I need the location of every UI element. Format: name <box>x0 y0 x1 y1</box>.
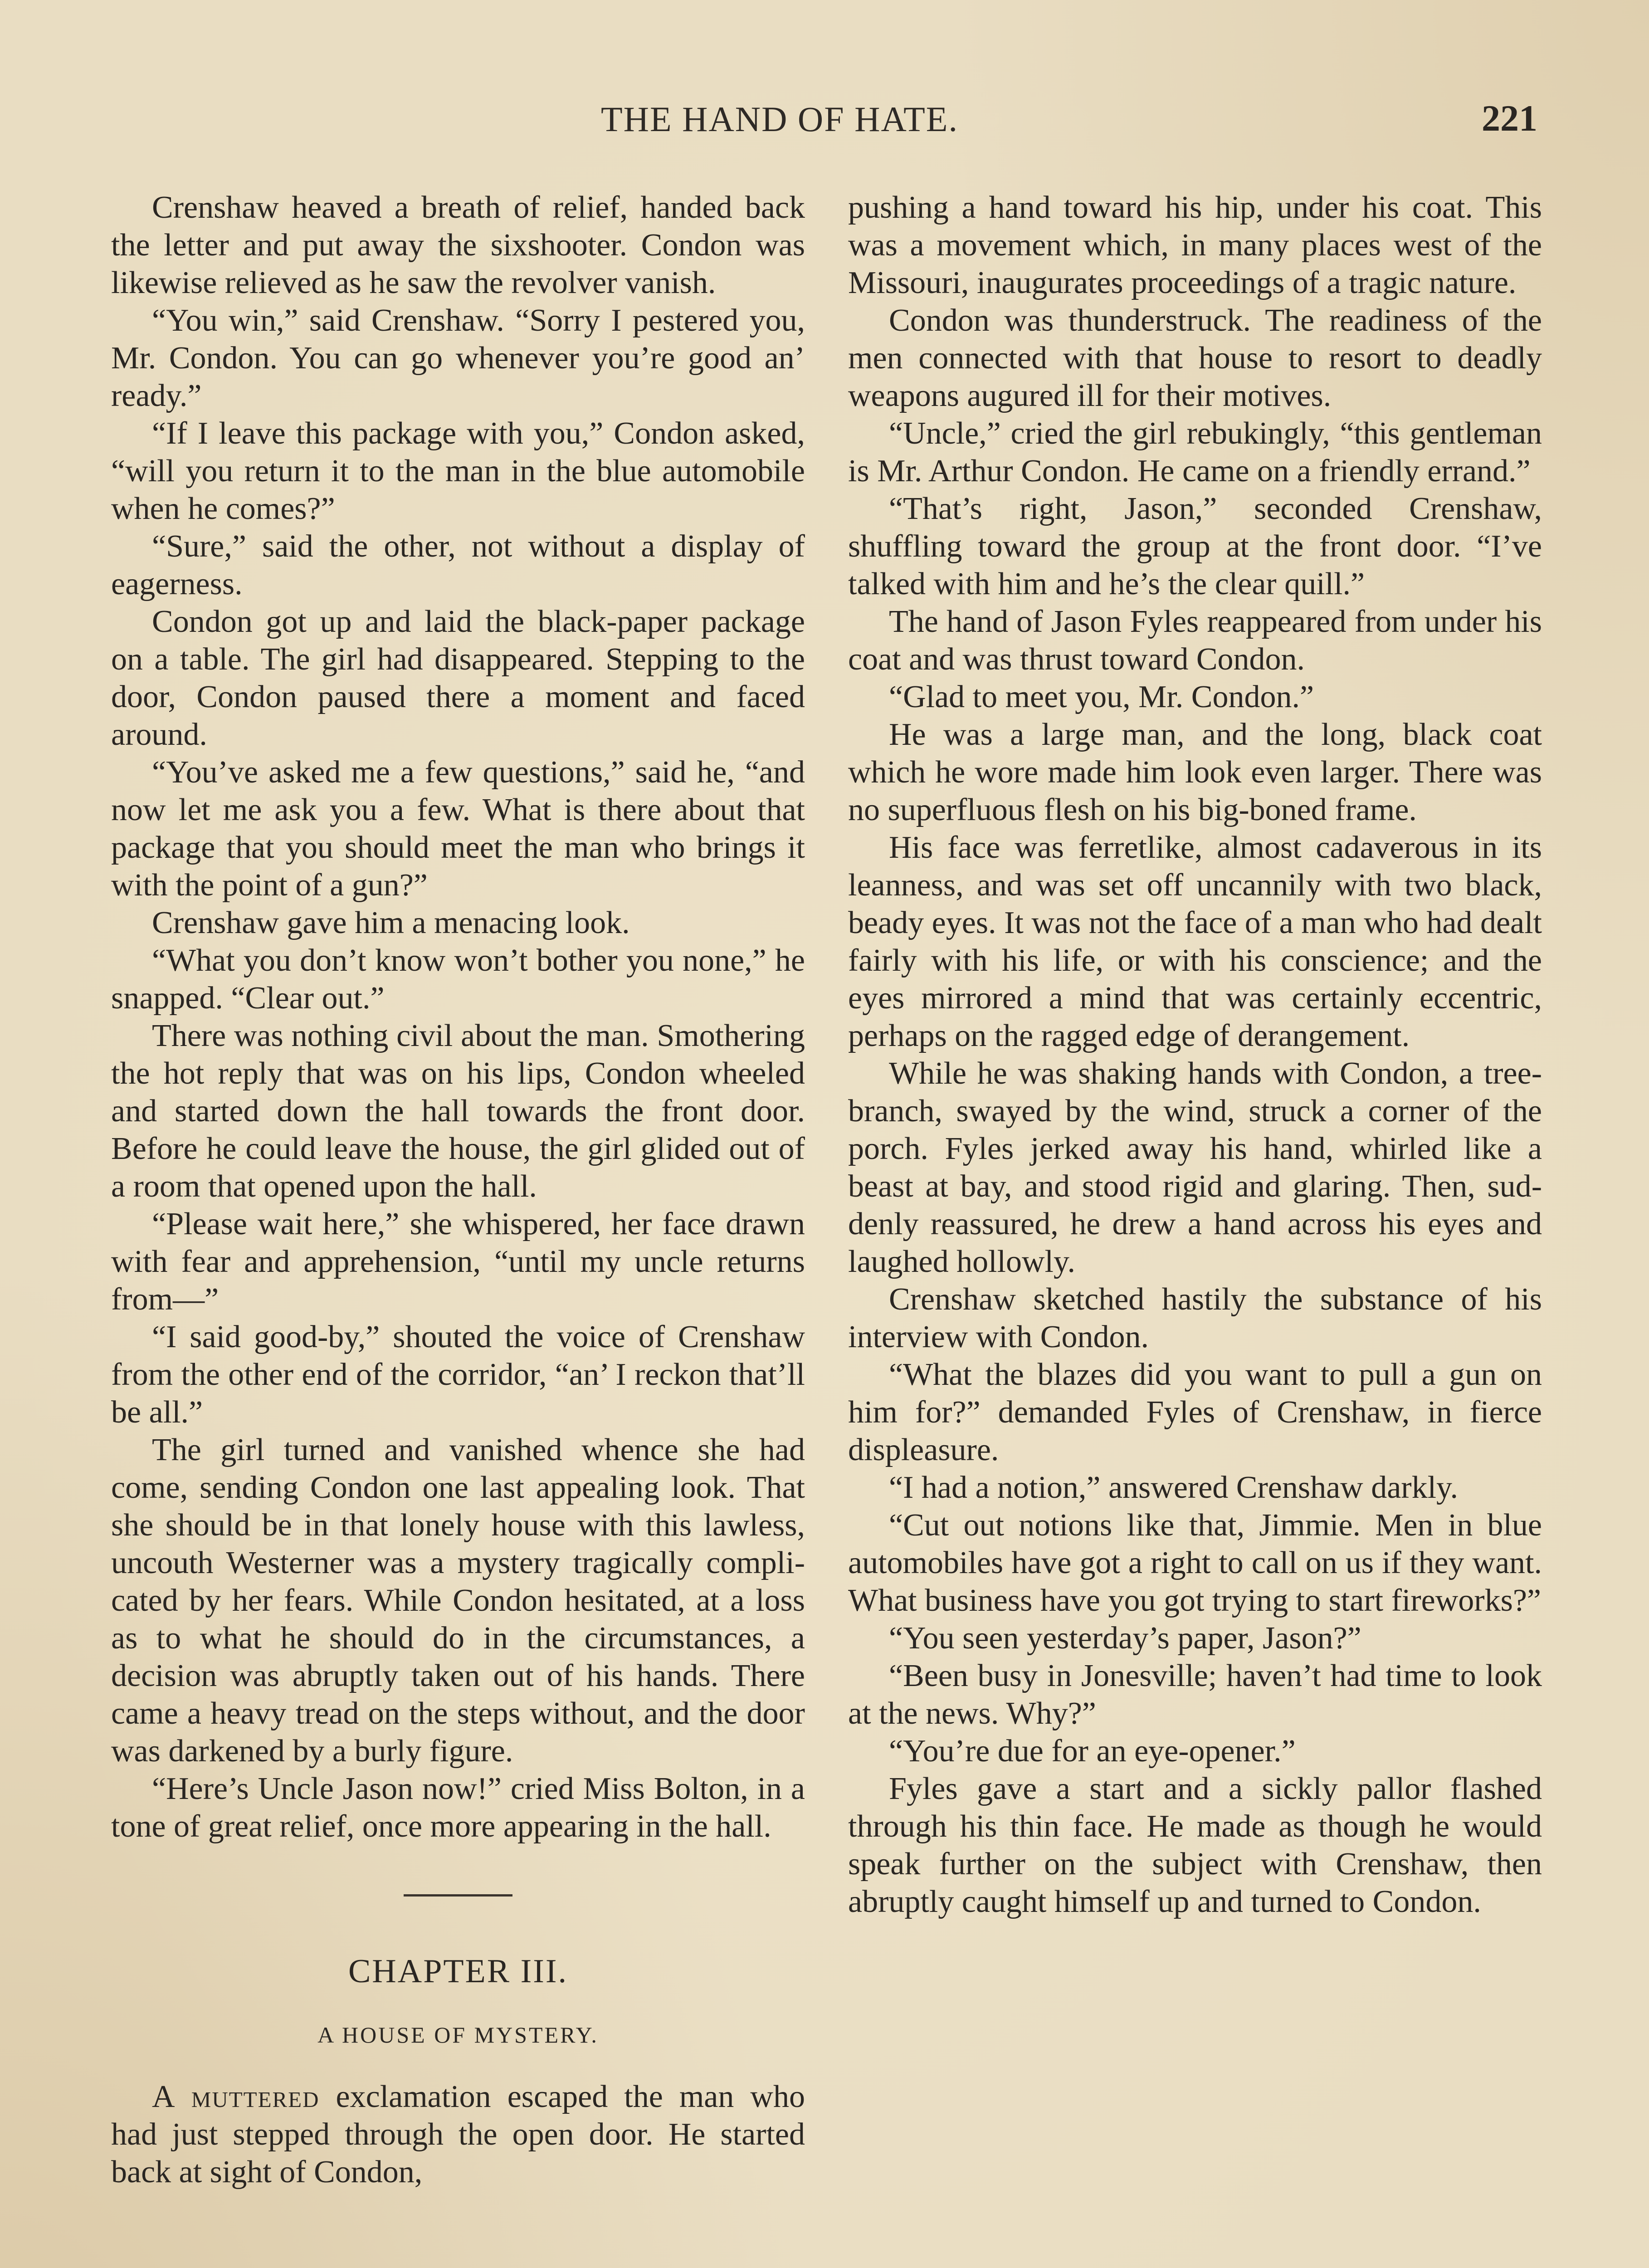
paragraph: There was nothing civil about the man. Smothering the hot reply that was on his lips, Condon wheeled and started down the hall towards the front door. Before he could leave the house, the girl glided out of a room that opened upon the hall. <box>111 1018 805 1204</box>
continued-paragraph: pushing a hand toward his hip, under his coat. This was a movement which, in many places west of the Missouri, inaugurates proceedings of a tragic nature. <box>848 190 1542 300</box>
left-column <box>111 189 805 2191</box>
paragraph: “Sure,” said the other, not without a display of eagerness. <box>111 529 805 601</box>
paragraph: Fyles gave a start and a sickly pallor flashed through his thin face. He made as though he would speak further on the subject with Crenshaw, then abruptly caught himself up and turned to Condon. <box>848 1771 1542 1919</box>
running-header <box>109 99 1537 149</box>
chapter-opening-paragraph <box>111 2078 805 2191</box>
paragraph: Condon was thunderstruck. The readiness of the men connected with that house to resort to deadly weapons augured ill for their motives. <box>848 303 1542 413</box>
right-column <box>848 189 1542 1921</box>
paragraph: Condon got up and laid the black-paper package on a table. The girl had disappeared. Stepping to the door, Condon paused there a moment and faced around. <box>111 604 805 752</box>
running-title: THE HAND OF HATE. <box>601 99 958 139</box>
chapter-heading: CHAPTER III. <box>348 1953 568 1990</box>
paragraph: “You seen yesterday’s paper, Jason?” <box>889 1621 1361 1656</box>
paragraph: “What the blazes did you want to pull a gun on him for?” demanded Fyles of Crenshaw, in fierce displeasure. <box>848 1357 1542 1467</box>
paragraph: “Glad to meet you, Mr. Condon.” <box>889 679 1314 714</box>
paragraph: The hand of Jason Fyles reappeared from under his coat and was thrust toward Condon. <box>848 604 1542 677</box>
opening-smallcaps-words: A muttered <box>152 2079 320 2114</box>
paragraph: His face was ferretlike, almost cadaverous in its leanness, and was set off uncannily with two black, beady eyes. It was not the face of a man who had dealt fairly with his life, or with his conscience; and the eyes mirrored a mind that was certainly eccentric, perhaps on the ragged edge of derangement. <box>848 830 1542 1053</box>
paragraph: “What you don’t know won’t bother you none,” he snapped. “Clear out.” <box>111 943 805 1016</box>
chapter-subtitle: A HOUSE OF MYSTERY. <box>317 2022 599 2048</box>
paragraph: “Here’s Uncle Jason now!” cried Miss Bolton, in a tone of great relief, once more appearing in the hall. <box>111 1771 805 1844</box>
chapter-divider-rule <box>404 1894 512 1897</box>
paragraph: “That’s right, Jason,” seconded Crenshaw, shuffling toward the group at the front door. “I’ve talked with him and he’s the clear quill.” <box>848 491 1542 601</box>
paragraph: “Uncle,” cried the girl rebukingly, “this gentleman is Mr. Arthur Condon. He came on a friendly errand.” <box>848 416 1542 489</box>
paragraph: “Cut out notions like that, Jimmie. Men in blue automobiles have got a right to call on us if they want. What business have you got trying to start fireworks?” <box>848 1508 1542 1618</box>
paragraph: “You win,” said Crenshaw. “Sorry I pestered you, Mr. Condon. You can go whenever you’re good an’ ready.” <box>111 303 805 413</box>
paragraph: Crenshaw heaved a breath of relief, handed back the letter and put away the sixshooter. Condon was likewise relieved as he saw the revolver vanish. <box>111 190 805 300</box>
page-number: 221 <box>1482 98 1537 139</box>
paragraph: “You’ve asked me a few questions,” said he, “and now let me ask you a few. What is there about that package that you should meet the man who brings it with the point of a gun?” <box>111 755 805 903</box>
paragraph: “Been busy in Jonesville; haven’t had time to look at the news. Why?” <box>848 1658 1542 1731</box>
paragraph: He was a large man, and the long, black coat which he wore made him look even larger. There was no superfluous flesh on his big-boned frame. <box>848 717 1542 827</box>
paragraph: The girl turned and vanished whence she had come, sending Condon one last appealing look. That she should be in that lonely house with this lawless, uncouth Westerner was a mystery tragically complicated by her fears. While Condon hesitated, at a loss as to what he should do in the circumstances, a decision was abruptly taken out of his hands. There came a heavy tread on the steps without, and the door was darkened by a burly figure. <box>111 1432 805 1769</box>
paragraph: “Please wait here,” she whispered, her face drawn with fear and apprehension, “until my uncle returns from—” <box>111 1207 805 1317</box>
paragraph: “If I leave this package with you,” Condon asked, “will you return it to the man in the blue automobile when he comes?” <box>111 416 805 526</box>
paragraph: Crenshaw sketched hastily the substance of his interview with Condon. <box>848 1282 1542 1354</box>
paragraph: While he was shaking hands with Condon, a tree-branch, swayed by the wind, struck a corner of the porch. Fyles jerked away his hand, whirled like a beast at bay, and stood rigid and glaring. Then, suddenly reassured, he drew a hand across his eyes and laughed hollowly. <box>848 1056 1542 1279</box>
paragraph: “You’re due for an eye-opener.” <box>889 1734 1296 1769</box>
paragraph: “I said good-by,” shouted the voice of Crenshaw from the other end of the corridor, “an’ I reckon that’ll be all.” <box>111 1320 805 1430</box>
paragraph: “I had a notion,” answered Crenshaw darkly. <box>889 1470 1459 1505</box>
paragraph: Crenshaw gave him a menacing look. <box>152 905 630 940</box>
opening-text: exclamation escaped the man who had just stepped through the open door. He started back at sight of Condon, <box>111 2079 805 2190</box>
